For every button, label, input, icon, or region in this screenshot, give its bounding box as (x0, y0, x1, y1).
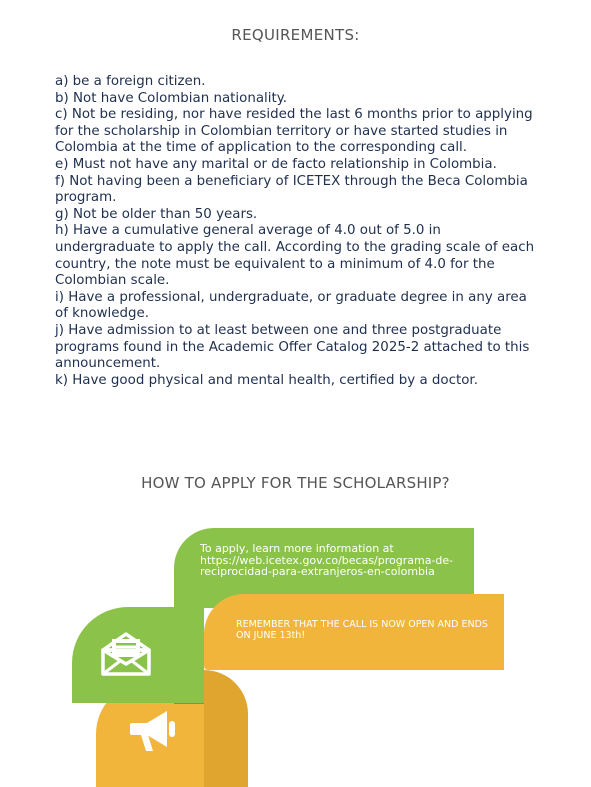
decor-yellow-strip (204, 670, 248, 787)
apply-info-text: To apply, learn more information at https://web.icetex.gov.co/becas/programa-de-reciprocidad-para-extranjeros-en-colombia (200, 542, 454, 578)
requirement-item: e) Must not have any marital or de facto relationship in Colombia. (55, 156, 497, 172)
requirements-heading: REQUIREMENTS: (231, 26, 360, 44)
requirement-item: b) Not have Colombian nationality. (55, 90, 287, 106)
requirement-item: f) Not having been a beneficiary of ICETEX through the Beca Colombia program. (55, 173, 528, 206)
requirement-item: c) Not be residing, nor have resided the last 6 months prior to applying for the scholarship in Colombian territory or have started studies in Colombia at the time of application to the corresponding call. (55, 107, 533, 156)
requirement-item: k) Have good physical and mental health, certified by a doctor. (55, 372, 478, 388)
requirement-item: a) be a foreign citizen. (55, 74, 206, 89)
call-notice-text: REMEMBER THAT THE CALL IS NOW OPEN AND ENDS ON JUNE 13th! (236, 619, 488, 641)
envelope-icon (100, 632, 152, 676)
requirement-item: j) Have admission to at least between one and three postgraduate programs found in the Academic Offer Catalog 2025-2 attached to this announcement. (55, 322, 530, 372)
apply-heading: HOW TO APPLY FOR THE SCHOLARSHIP? (141, 474, 450, 492)
requirement-item: h) Have a cumulative general average of 4.0 out of 5.0 in undergraduate to apply the call. According to the grading scale of each country, the note must be equivalent to a minimum of 4.0 for the Colombian scale. (55, 223, 535, 289)
requirement-item: i) Have a professional, undergraduate, or graduate degree in any area of knowledge. (55, 289, 527, 322)
requirement-item: g) Not be older than 50 years. (55, 206, 258, 222)
megaphone-icon (127, 707, 181, 755)
